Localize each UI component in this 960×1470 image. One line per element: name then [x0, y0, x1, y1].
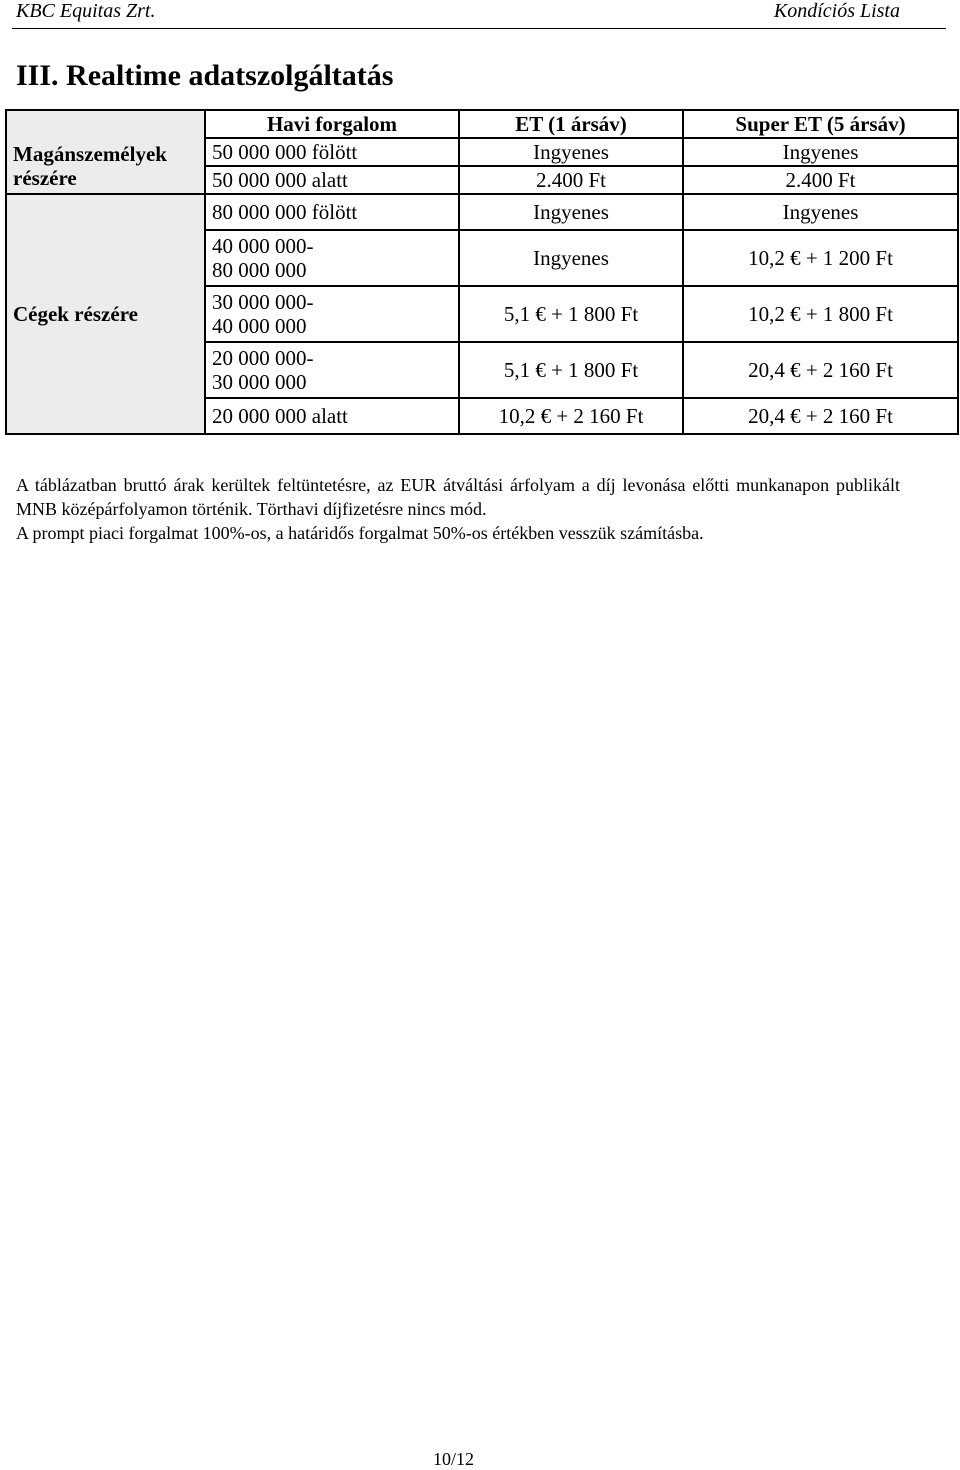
column-header-forgalom: Havi forgalom: [205, 110, 459, 138]
super-et-price-cell: Ingyenes: [683, 194, 958, 230]
note-paragraph: A táblázatban bruttó árak kerültek feltüntetésre, az EUR átváltási árfolyam a díj levonása előtti munkanapon publikált MNB középárfolyamon történik. Törthavi díjfizetésre nincs mód.: [16, 475, 900, 519]
header-divider: [12, 28, 946, 29]
table-header-row: [6, 110, 958, 138]
group-label-companies: Cégek részére: [6, 194, 205, 434]
conditions-table: [5, 109, 959, 435]
forgalom-range-cell: [205, 286, 459, 342]
section-title: III. Realtime adatszolgáltatás: [16, 59, 394, 92]
et-price-cell: 2.400 Ft: [459, 166, 683, 194]
super-et-price-cell: 20,4 € + 2 160 Ft: [683, 342, 958, 398]
forgalom-range-from: 20 000 000-: [212, 346, 314, 370]
et-price-cell: Ingyenes: [459, 138, 683, 166]
forgalom-cell: 50 000 000 alatt: [205, 166, 459, 194]
forgalom-cell: 80 000 000 fölött: [205, 194, 459, 230]
table-row: [6, 194, 958, 230]
et-price-cell: 10,2 € + 2 160 Ft: [459, 398, 683, 434]
column-header-super-et: Super ET (5 ársáv): [683, 110, 958, 138]
header-company: KBC Equitas Zrt.: [16, 0, 156, 22]
forgalom-cell: 50 000 000 fölött: [205, 138, 459, 166]
forgalom-range-cell: [205, 230, 459, 286]
super-et-price-cell: 2.400 Ft: [683, 166, 958, 194]
page-number: 10/12: [433, 1449, 475, 1469]
et-price-cell: 5,1 € + 1 800 Ft: [459, 342, 683, 398]
forgalom-range-cell: [205, 342, 459, 398]
et-price-cell: Ingyenes: [459, 194, 683, 230]
header-empty-cell: [6, 110, 205, 138]
forgalom-range-to: 80 000 000: [212, 258, 307, 282]
super-et-price-cell: Ingyenes: [683, 138, 958, 166]
forgalom-range-from: 30 000 000-: [212, 290, 314, 314]
table-row: [6, 138, 958, 166]
super-et-price-cell: 10,2 € + 1 800 Ft: [683, 286, 958, 342]
super-et-price-cell: 10,2 € + 1 200 Ft: [683, 230, 958, 286]
forgalom-range-from: 40 000 000-: [212, 234, 314, 258]
forgalom-cell: 20 000 000 alatt: [205, 398, 459, 434]
notes: [16, 473, 900, 545]
super-et-price-cell: 20,4 € + 2 160 Ft: [683, 398, 958, 434]
column-header-et: ET (1 ársáv): [459, 110, 683, 138]
header-document-title: Kondíciós Lista: [773, 0, 900, 22]
et-price-cell: Ingyenes: [459, 230, 683, 286]
forgalom-range-to: 30 000 000: [212, 370, 307, 394]
forgalom-range-to: 40 000 000: [212, 314, 307, 338]
group-label-private: Magánszemélyek részére: [6, 138, 205, 194]
note-paragraph: A prompt piaci forgalmat 100%-os, a határidős forgalmat 50%-os értékben vesszük számításba.: [16, 523, 704, 543]
et-price-cell: 5,1 € + 1 800 Ft: [459, 286, 683, 342]
